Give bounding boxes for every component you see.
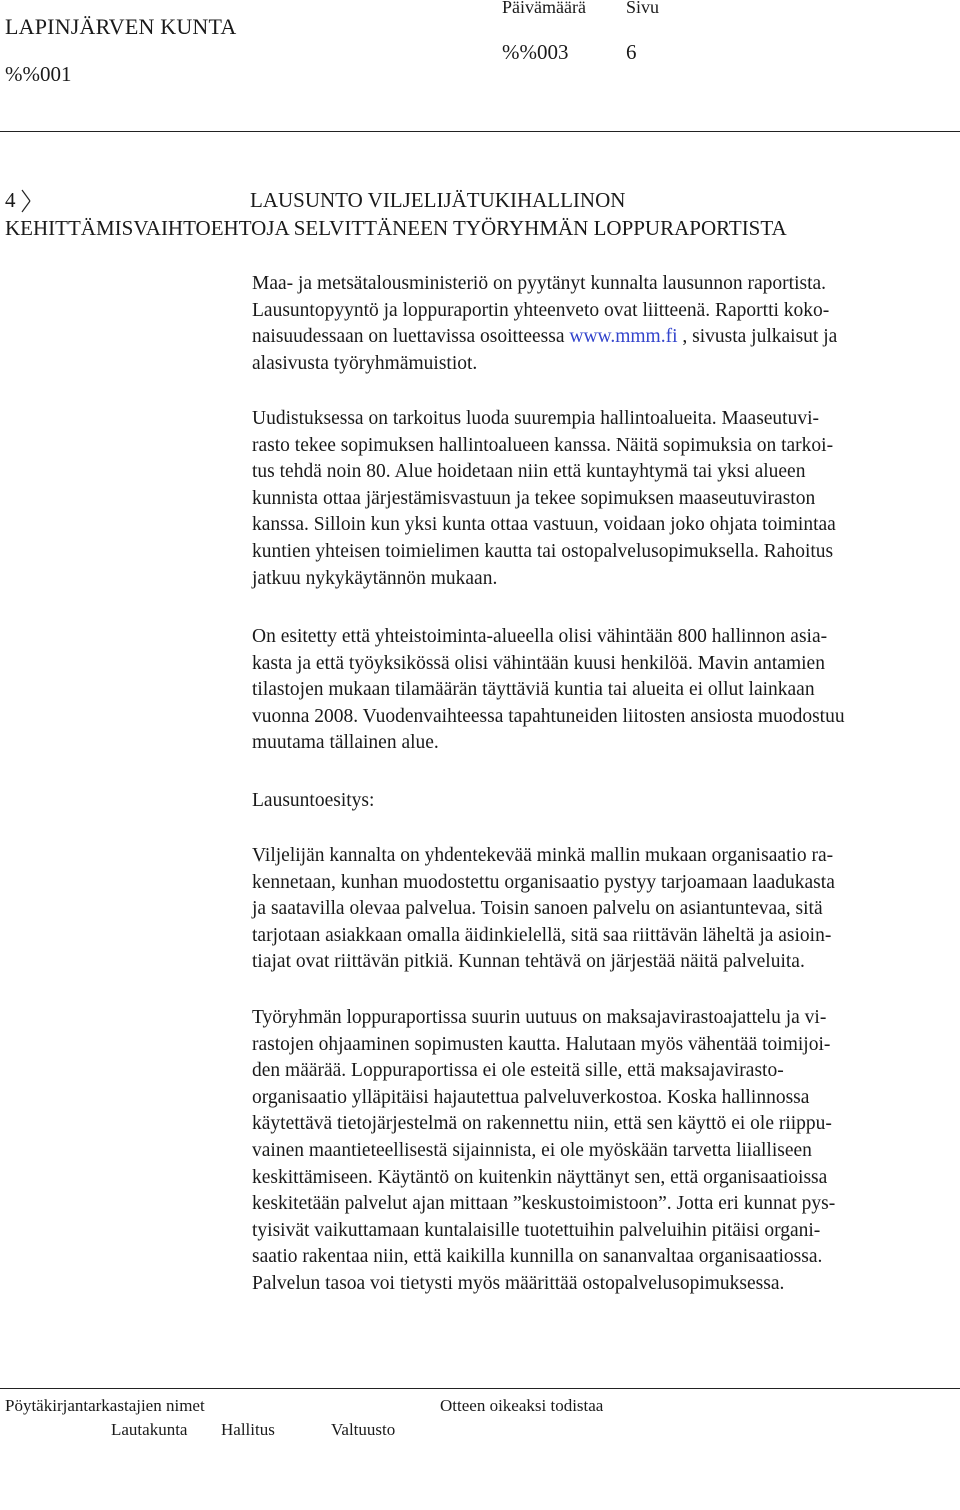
- text-line: tilastojen mukaan tilamäärän täyttäviä kuntia tai alueita ei ollut lainkaan: [252, 679, 815, 701]
- date-value: %%003: [502, 40, 569, 64]
- text-line-with-link: [252, 324, 958, 351]
- text-line: ja saatavilla olevaa palvelua. Toisin sanoen palvelu on asiantuntevaa, sitä: [252, 898, 823, 920]
- paragraph-farmer-view: [252, 843, 958, 976]
- paragraph-cooperation-area: [252, 624, 958, 757]
- reviewers-label: Pöytäkirjantarkastajien nimet: [5, 1396, 205, 1415]
- section-title-line-2: KEHITTÄMISVAIHTOEHTOJA SELVITTÄNEEN TYÖRYHMÄN LOPPURAPORTISTA: [5, 216, 787, 240]
- text-fragment: naisuudessaan on luettavissa osoitteessa: [252, 326, 570, 348]
- text-line: Viljelijän kannalta on yhdentekevää minkä mallin mukaan organisaatio ra-: [252, 845, 834, 866]
- proposal-label: Lausuntoesitys:: [252, 790, 375, 811]
- text-line: jatkuu nykykäytännön mukaan.: [252, 567, 498, 589]
- text-line: organisaatio ylläpitäisi hajautettua palveluverkostoa. Koska hallinnossa: [252, 1086, 810, 1108]
- text-fragment: , sivusta julkaisut ja: [677, 326, 838, 348]
- text-line: rastojen ohjaaminen sopimusten kautta. Halutaan myös vähentää toimijoi-: [252, 1033, 831, 1055]
- section-marker-icon: [20, 189, 32, 213]
- section-number: 4: [5, 188, 16, 212]
- section-title-line-1: LAUSUNTO VILJELIJÄTUKIHALLINON: [250, 188, 626, 212]
- text-line: kennetaan, kunhan muodostettu organisaatio pystyy tarjoamaan laadukasta: [252, 871, 835, 893]
- proposal-heading: [252, 788, 958, 815]
- text-line: kuntien yhteisen toimielimen kautta tai ostopalvelusopimuksella. Rahoitus: [252, 540, 834, 562]
- text-line: alasivusta työryhmämuistiot.: [252, 352, 478, 374]
- footer-divider: [0, 1388, 960, 1389]
- government-label: Hallitus: [221, 1420, 275, 1439]
- text-line: muutama tällainen alue.: [252, 732, 439, 754]
- ministry-website-link[interactable]: www.mmm.fi: [569, 326, 678, 348]
- text-line: Lausuntopyyntö ja loppuraportin yhteenveto ovat liitteenä. Raportti koko-: [252, 299, 830, 321]
- text-line: Maa- ja metsätalousministeriö on pyytänyt kunnalta lausunnon raportista.: [252, 273, 827, 294]
- text-line: On esitetty että yhteistoiminta-alueella olisi vähintään 800 hallinnon asia-: [252, 626, 828, 647]
- page-label: Sivu: [626, 0, 660, 17]
- text-line: keskitetään palvelut ajan mittaan ”keskustoimistoon”. Jotta eri kunnat pys-: [252, 1193, 836, 1215]
- text-line: den määrää. Loppuraportissa ei ole esteitä sille, että maksajavirasto-: [252, 1060, 784, 1082]
- text-line: tarjotaan asiakkaan omalla äidinkielellä, sitä saa riittävän läheltä ja asioin-: [252, 924, 832, 946]
- text-line: saatio rakentaa niin, että kaikilla kunnilla on sananvaltaa organisaatiossa.: [252, 1246, 823, 1268]
- text-line: Palvelun tasoa voi tietysti myös määrittää ostopalvelusopimuksessa.: [252, 1272, 785, 1294]
- text-line: vuonna 2008. Vuodenvaihteessa tapahtuneiden liitosten ansiosta muodostuu: [252, 705, 845, 727]
- council-label: Valtuusto: [331, 1420, 396, 1439]
- paragraph-request: [252, 271, 958, 377]
- date-label: Päivämäärä: [502, 0, 586, 17]
- paragraph-reform: [252, 406, 958, 592]
- organization-code: %%001: [5, 62, 72, 86]
- text-line: tus tehdä noin 80. Alue hoidetaan niin että kuntayhtymä tai yksi alueen: [252, 461, 806, 483]
- text-line: vainen maantieteellisestä sijainnista, ei ole myöskään tarvetta liialliseen: [252, 1139, 812, 1161]
- text-line: tyisivät vaikuttamaan kuntalaisille tuotettuihin palveluihin pitäisi organi-: [252, 1219, 821, 1241]
- text-line: keskittämiseen. Käytäntö on kuitenkin näyttänyt sen, että organisaatioissa: [252, 1166, 828, 1188]
- text-line: Työryhmän loppuraportissa suurin uutuus on maksajavirastoajattelu ja vi-: [252, 1007, 827, 1028]
- board-label: Lautakunta: [111, 1420, 188, 1439]
- text-line: tiajat ovat riittävän pitkiä. Kunnan tehtävä on järjestää näitä palveluita.: [252, 951, 805, 973]
- text-line: Uudistuksessa on tarkoitus luoda suurempia hallintoalueita. Maaseutuvi-: [252, 408, 820, 429]
- page-number: 6: [626, 40, 637, 64]
- text-line: kunnista ottaa järjestämisvastuun ja tekee sopimuksen maaseutuviraston: [252, 487, 816, 509]
- organization-name: LAPINJÄRVEN KUNTA: [5, 14, 237, 39]
- text-line: rasto tekee sopimuksen hallintoalueen kanssa. Näitä sopimuksia on tarkoi-: [252, 434, 834, 456]
- paragraph-final-report: [252, 1005, 958, 1298]
- certify-label: Otteen oikeaksi todistaa: [440, 1396, 604, 1415]
- text-line: kasta ja että työyksikössä olisi vähintään kuusi henkilöä. Mavin antamien: [252, 652, 825, 674]
- text-line: käytettävä tietojärjestelmä on rakennettu niin, että sen käyttö ei ole riippu-: [252, 1113, 832, 1135]
- header-divider: [0, 131, 960, 132]
- text-line: kanssa. Silloin kun yksi kunta ottaa vastuun, voidaan joko ohjata toimintaa: [252, 514, 836, 536]
